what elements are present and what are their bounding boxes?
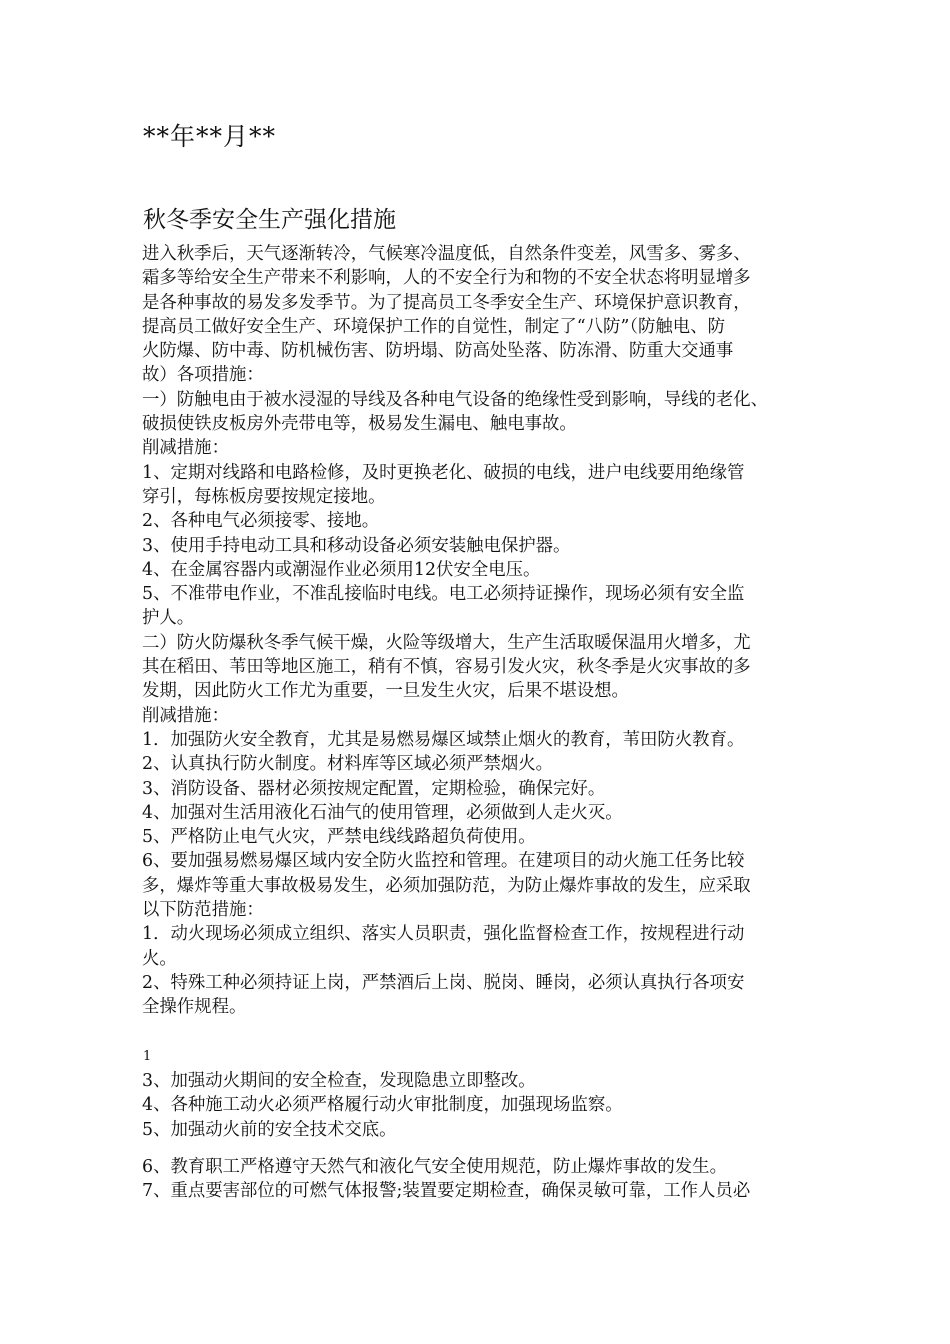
text-line: 5、严格防止电气火灾，严禁电线线路超负荷使用。 <box>142 827 536 848</box>
body-text-part-2 <box>142 1069 827 1142</box>
text-line: 4、各种施工动火必须严格履行动火审批制度，加强现场监察。 <box>142 1095 623 1116</box>
text-line: 穿引，每栋板房要按规定接地。 <box>142 486 386 507</box>
text-line: 5、加强动火前的安全技术交底。 <box>142 1119 397 1140</box>
text-line: 1、定期对线路和电路检修，及时更换老化、破损的电线，进户电线要用绝缘管 <box>142 462 745 483</box>
text-line: 3、消防设备、器材必须按规定配置，定期检验，确保完好。 <box>142 778 606 799</box>
date-line: **年**月** <box>143 122 277 151</box>
text-line: 4、在金属容器内或潮湿作业必须用12伏安全电压。 <box>142 559 541 580</box>
text-line: 护人。 <box>142 608 195 629</box>
text-line: 破损使铁皮板房外壳带电等，极易发生漏电、触电事故。 <box>142 414 577 435</box>
text-line: 全操作规程。 <box>142 997 247 1018</box>
text-line: 3、使用手持电动工具和移动设备必须安装触电保护器。 <box>142 535 571 556</box>
text-line: 2、特殊工种必须持证上岗，严禁酒后上岗、脱岗、睡岗，必须认真执行各项安 <box>142 972 745 993</box>
text-line: 火。 <box>142 948 177 969</box>
text-line: 发期，因此防火工作尤为重要，一旦发生火灾，后果不堪设想。 <box>142 681 629 702</box>
text-line: 以下防范措施： <box>142 900 264 921</box>
text-line: 二）防火防爆秋冬季气候干燥，火险等级增大，生产生活取暖保温用火增多，尤 <box>142 632 751 653</box>
text-line: 2、各种电气必须接零、接地。 <box>142 511 380 532</box>
text-line: 进入秋季后，天气逐渐转冷，气候寒冷温度低，自然条件变差，风雪多、雾多、 <box>142 244 751 264</box>
text-line: 2、认真执行防火制度。材料库等区域必须严禁烟火。 <box>142 754 554 775</box>
text-line: 削减措施： <box>142 438 229 459</box>
text-line: 削减措施： <box>142 705 229 726</box>
text-line: 6、教育职工严格遵守天然气和液化气安全使用规范，防止爆炸事故的发生。 <box>142 1157 727 1177</box>
body-text-part-1 <box>142 242 827 1020</box>
text-line: 其在稻田、苇田等地区施工，稍有不慎，容易引发火灾，秋冬季是火灾事故的多 <box>142 657 751 678</box>
text-line: 1．动火现场必须成立组织、落实人员职责，强化监督检查工作，按规程进行动 <box>142 924 745 945</box>
text-line: 5、不准带电作业，不准乱接临时电线。电工必须持证操作，现场必须有安全监 <box>142 584 745 605</box>
text-line: 7、重点要害部位的可燃气体报警;装置要定期检查，确保灵敏可靠，工作人员必 <box>142 1181 751 1202</box>
page-number: 1 <box>143 1049 152 1064</box>
text-line: 多，爆炸等重大事故极易发生，必须加强防范，为防止爆炸事故的发生，应采取 <box>142 875 751 896</box>
text-line: 故）各项措施： <box>142 365 264 386</box>
text-line: 霜多等给安全生产带来不利影响，人的不安全行为和物的不安全状态将明显增多 <box>142 268 751 289</box>
body-text-part-3 <box>142 1155 827 1204</box>
text-line: 是各种事故的易发多发季节。为了提高员工冬季安全生产、环境保护意识教育， <box>142 292 751 313</box>
text-line: 提高员工做好安全生产、环境保护工作的自觉性，制定了“八防”（防触电、防 <box>142 316 725 337</box>
document-title: 秋冬季安全生产强化措施 <box>143 207 396 233</box>
text-line: 6、要加强易燃易爆区域内安全防火监控和管理。在建项目的动火施工任务比较 <box>142 851 745 872</box>
text-line: 一）防触电由于被水浸湿的导线及各种电气设备的绝缘性受到影响，导线的老化、 <box>142 389 769 410</box>
text-line: 1．加强防火安全教育，尤其是易燃易爆区域禁止烟火的教育，苇田防火教育。 <box>142 729 745 750</box>
text-line: 3、加强动火期间的安全检查，发现隐患立即整改。 <box>142 1071 536 1091</box>
text-line: 火防爆、防中毒、防机械伤害、防坍塌、防高处坠落、防冻滑、防重大交通事 <box>142 341 734 362</box>
text-line: 4、加强对生活用液化石油气的使用管理，必须做到人走火灭。 <box>142 802 623 823</box>
